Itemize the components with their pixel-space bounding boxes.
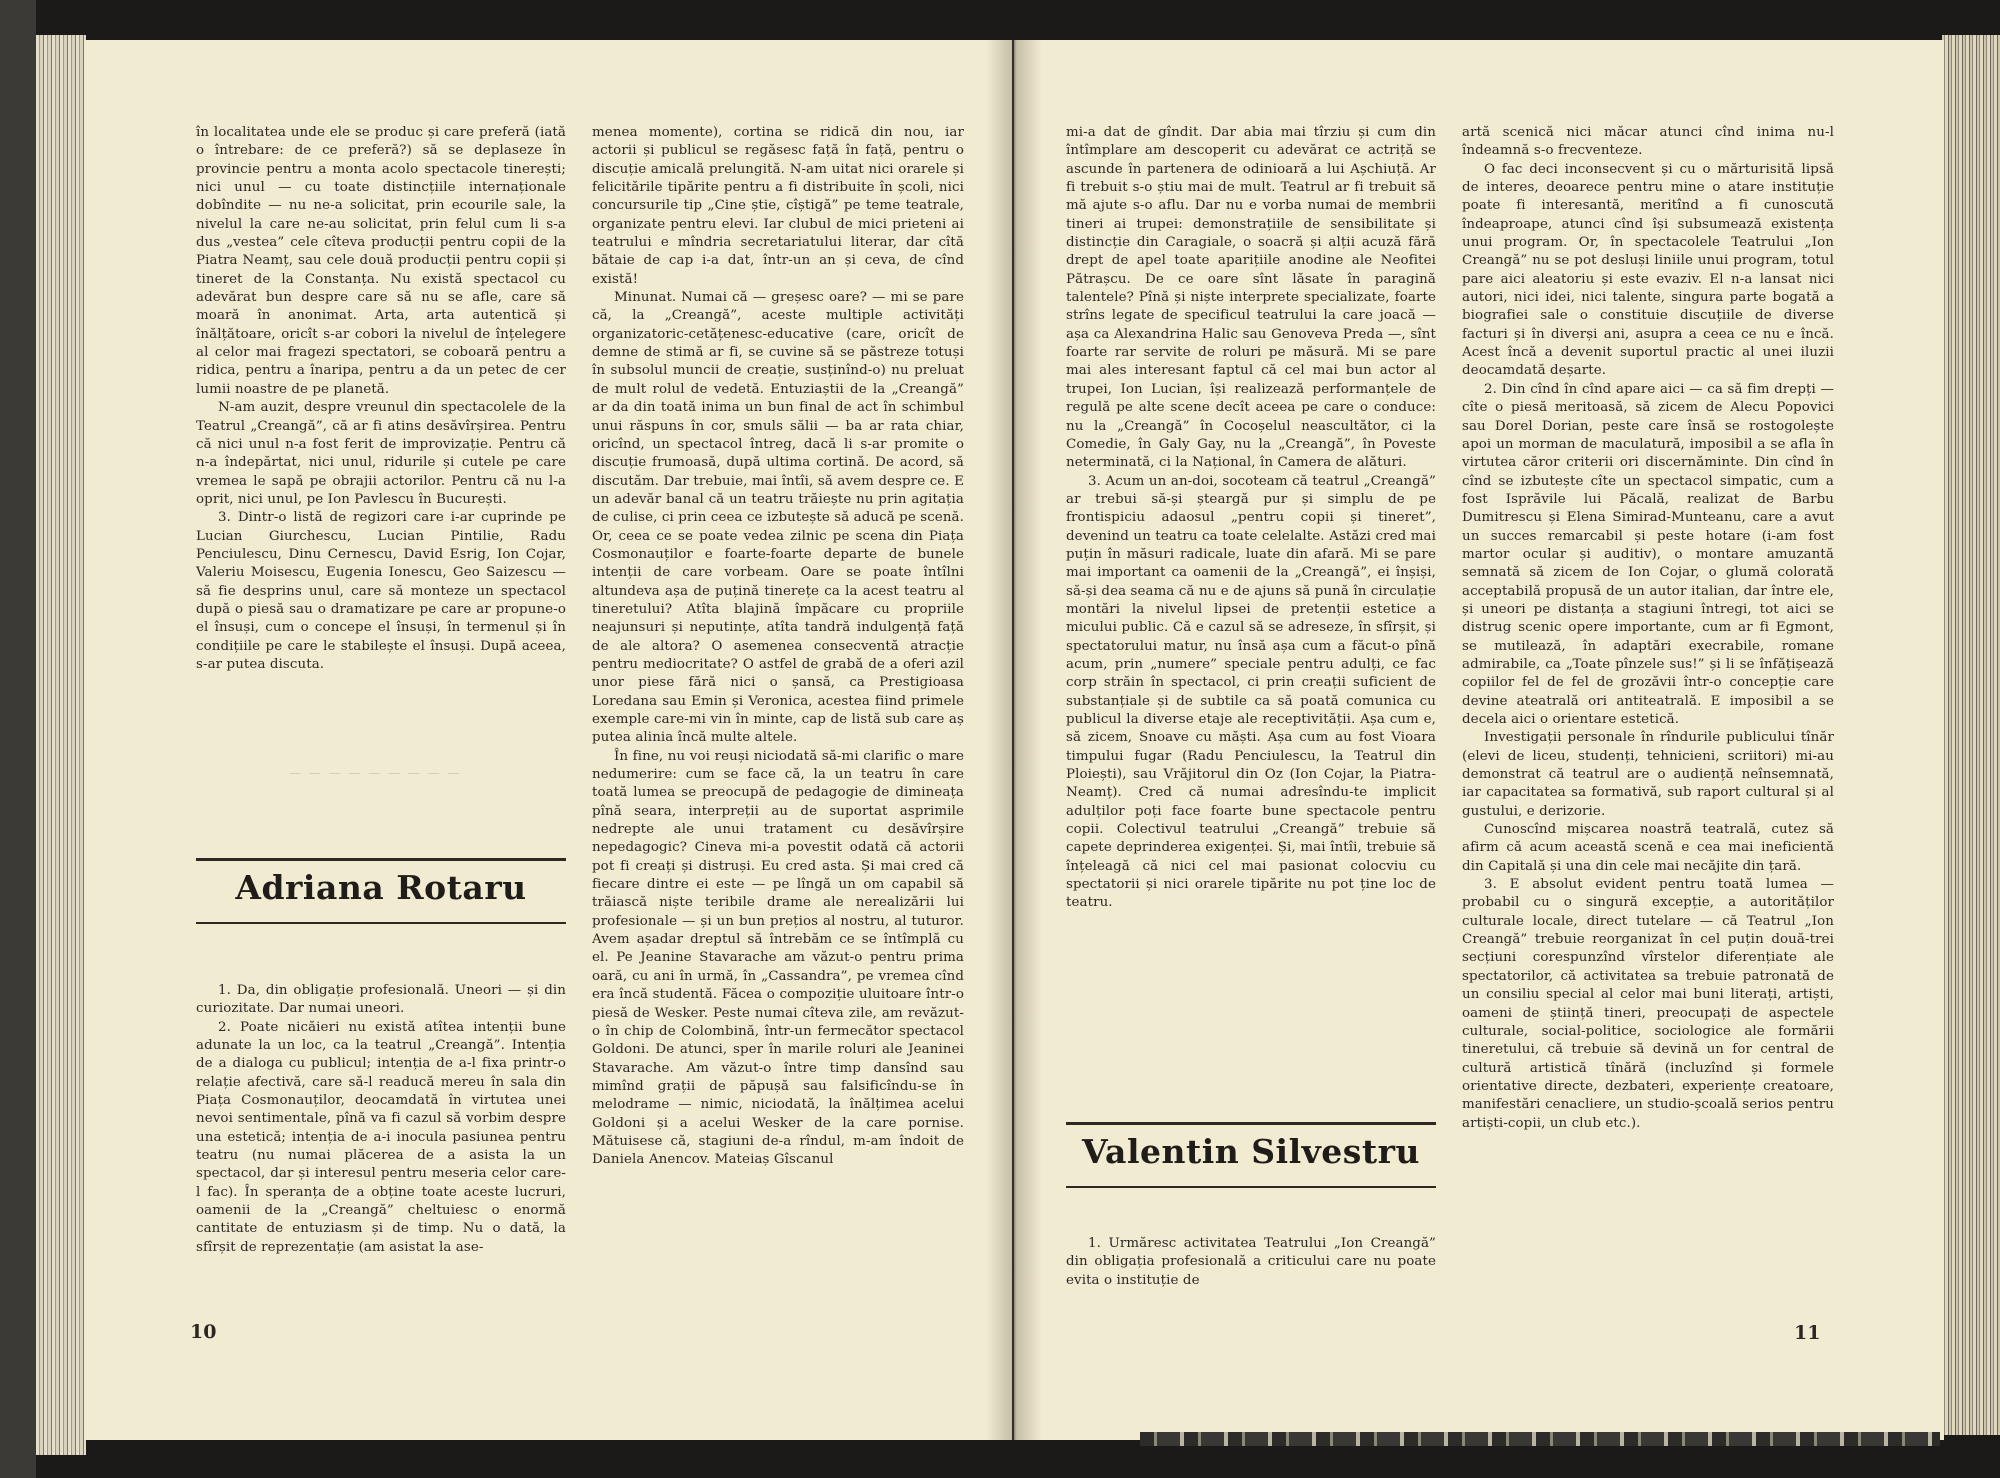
- right-page-column-1-upper: [1066, 124, 1436, 913]
- faint-band: — — — — — — — — —: [289, 766, 462, 780]
- author-heading: Valentin Silvestru: [1081, 1132, 1421, 1171]
- paragraph: 3. E absolut evident pentru toată lumea — probabil cu o singură excepție, a autorităților culturale locale, direct tutelare — că Teatrul „Ion Creangă” trebuie reorganizat în cel puțin două-trei secțiuni corespunzînd vîrstelor diferențiate ale spectatorilor, că activitatea sa trebuie patronată de un consiliu special al celor mai buni literați, artiști, oameni de știință tineri, preocupați de aspectele culturale, social-politice, sociologice ale formării tineretului, că trebuie să devină un for central de cultură artistică tînără (incluzînd și formele orientative directe, dezbateri, experiențe creatoare, manifestări cenacliere, un studio-școală serios pentru artiști-copii, un club etc.).: [1462, 877, 1834, 1131]
- paragraph: O fac deci inconsecvent și cu o mărturisită lipsă de interes, deoarece pentru mine o atare instituție poate fi interesantă, meritînd a fi cunoscută îndeaproape, atunci cînd își subsumează existența unui program. Or, în spectacolele Teatrului „Ion Creangă” nu se pot desluși liniile unui program, totul pare aici aleatoriu și este evaziv. El n-a lansat nici autori, nici idei, nici talente, singura parte bogată a biografiei sale o constituie discuțiile de diverse facturi și în diverși ani, asupra a ceea ce nu e încă. Acest încă a devenit suportul practic al unei iluzii deocamdată deșarte.: [1462, 161, 1834, 379]
- paragraph: 1. Urmăresc activitatea Teatrului „Ion Creangă” din obligația profesională a criticului care nu poate evita o instituție de: [1066, 1236, 1436, 1288]
- author-rule-top: [196, 858, 566, 861]
- paragraph: 2. Din cînd în cînd apare aici — ca să fim drepți — cîte o piesă meritoasă, să zicem de Alecu Popovici sau Dorel Dorian, peste care însă se rostogolește apoi un morman de maculatură, imposibil a se afla în virtutea căror criterii ori discernăminte. Din cînd în cînd se izbutește cîte un spectacol simpatic, cum a fost Isprăvile lui Păcală, realizat de Barbu Dumitrescu și Elena Simirad-Munteanu, care a avut un succes remarcabil și peste hotare (i-am fost martor ocular și auditiv), o montare amuzantă semnată să zicem de Ion Cojar, o glumă colorată acceptabilă propusă de un autor italian, dar între ele, și uneori pe distanța a stagiuni întregi, tot aici se distrug scenic opere importante, cum ar fi Egmont, se mutilează, în adaptări execrabile, romane admirabile, ca „Toate pînzele sus!” și li se înfățișează copiilor fel de fel de grozăvii într-o concepție care devine ateatrală ori antiteatrală. E imposibil a se decela aici o orientare estetică.: [1462, 381, 1834, 727]
- author-rule-bottom: [196, 922, 566, 924]
- author-rule-top: [1066, 1122, 1436, 1125]
- right-page-column-1-lower: [1066, 1235, 1436, 1290]
- paragraph: 2. Poate nicăieri nu există atîtea intenții bune adunate la un loc, ca la teatrul „Creangă”. Intenția de a dialoga cu publicul; intenția de a-l fixa printr-o relație afectivă, care să-l readucă mereu în sala din Piața Cosmonauților, deocamdată în virtutea unei nevoi sentimentale, pînă va fi cazul să vorbim despre una estetică; intenția de a-i inocula pasiunea pentru teatru (nu numai plăcerea de a asista la un spectacol, dar și interesul pentru meseria celor care-l fac). În speranța de a obține toate aceste lucruri, oamenii de la „Creangă” cheltuiesc o enormă cantitate de entuziasm și de timp. Nu o dată, la sfîrșit de reprezentație (am asistat la ase-: [196, 1019, 566, 1255]
- left-page-column-2: [592, 124, 964, 1170]
- page-edges-left: [36, 35, 86, 1455]
- page-number-right: 11: [1794, 1322, 1821, 1344]
- author-rule-bottom: [1066, 1186, 1436, 1188]
- paragraph: artă scenică nici măcar atunci cînd inima nu-l îndeamnă s-o frecventeze.: [1462, 125, 1834, 159]
- paragraph: menea momente), cortina se ridică din nou, iar actorii și publicul se regăsesc față în față, pentru o discuție amicală prelungită. N-am uitat nici orarele și felicitările tipărite pentru a fi distribuite în școli, nici concursurile tip „Cine știe, cîștigă” pe teme teatrale, organizate pentru elevi. Iar clubul de mici prieteni ai teatrului e mîndria secretariatului literar, dar cîtă bătaie de cap i-a dat, într-un an și ceva, de cînd există!: [592, 125, 964, 287]
- paragraph: 3. Acum un an-doi, socoteam că teatrul „Creangă” ar trebui să-și șteargă pur și simplu de pe frontispiciu adaosul „pentru copii și tineret”, devenind un teatru ca toate celelalte. Astăzi cred mai puțin în măsuri radicale, luate din afară. Mi se pare mai important ca oamenii de la „Creangă”, ei înșiși, să-și dea seama că nu e de ajuns să pună în circulație montări la nivelul lipsei de pretenții estetice a micului public. Că e cazul să se adreseze, în sfîrșit, și spectatorului matur, nu însă așa cum a făcut-o pînă acum, prin „numere” speciale pentru adulți, ce fac corp străin în spectacol, ci prin creații suficient de substanțiale și de subtile ca să poată comunica cu publicul la diverse etaje ale receptivității. Așa cum e, să zicem, Snoave cu măști. Așa cum au fost Vioara timpului fugar (Radu Penciulescu, la Teatrul din Ploiești), sau Vrăjitorul din Oz (Ion Cojar, la Piatra-Neamț). Cred că numai adresîndu-te implicit adulților poți face foarte bune spectacole pentru copii. Colectivul teatrului „Creangă” trebuie să capete deprinderea exigenței. Și, mai întîi, trebuie să înțeleagă că nici cel mai pasionat colocviu cu spectatorii și nici orarele tipărite nu pot ține loc de teatru.: [1066, 473, 1436, 911]
- paragraph: Cunoscînd mișcarea noastră teatrală, cutez să afirm că acum această scenă e cea mai ineficientă din Capitală și una din cele mai necăjite din țară.: [1462, 822, 1834, 874]
- left-page-column-1-lower: [196, 982, 566, 1257]
- book-edge-left: [0, 0, 36, 1478]
- author-heading: Adriana Rotaru: [235, 868, 527, 907]
- paragraph: 3. Dintr-o listă de regizori care i-ar cuprinde pe Lucian Giurchescu, Lucian Pintilie, Radu Penciulescu, Dinu Cernescu, David Esrig, Ion Cojar, Valeriu Moisescu, Eugenia Ionescu, Geo Saizescu — să fie desprins unul, care să monteze un spectacol după o piesă sau o dramatizare pe care ar propune-o el însuși, cum o concepe el însuși, în termenul și în condițiile pe care le stabilește el însuși. După aceea, s-ar putea discuta.: [196, 510, 566, 672]
- paragraph: mi-a dat de gîndit. Dar abia mai tîrziu și cum din întîmplare am descoperit cu adevărat ce actriță se ascunde în partenera de odinioară a lui Așchiuță. Ar fi trebuit s-o știu mai de mult. Teatrul ar fi trebuit să mă ajute s-o aflu. Dar nu e vorba numai de membrii tineri ai trupei: demonstrațiile de sensibilitate și distincție din Caragiale, o soacră și alții acuză fără drept de apel toate aparițiile anodine ale Neofitei Pătrașcu. De ce oare sînt lăsate în paragină talentele? Pînă și niște interprete specializate, foarte strîns legate de specificul teatrului la care joacă — așa ca Alexandrina Halic sau Genoveva Preda —, sînt foarte rar servite de roluri pe măsură. Mi se pare mai ales interesant faptul că cel mai bun actor al trupei, Ion Lucian, își realizează performanțele de regulă pe alte scene decît aceea pe care o conduce: nu la „Creangă” în Cocoșelul neascultător, ci la Comedie, în Galy Gay, nu la „Creangă”, în Poveste neterminată, ci la Național, în Camera de alături.: [1066, 125, 1436, 471]
- paragraph: În fine, nu voi reuși niciodată să-mi clarific o mare nedumerire: cum se face că, la un teatru în care toată lumea se preocupă de pedagogie de dimineața pînă seara, interpreții au de suportat asprimile nedrepte ale unui tratament cu desăvîrșire nepedagogic? Cineva mi-a povestit odată că actorii pot fi creați și distruși. Eu cred asta. Și mai cred că fiecare dintre ei este — pe lîngă un om capabil să trăiască niște teribile drame ale nerealizării lui profesionale — și un bun prețios al nostru, al tuturor. Avem așadar dreptul să întrebăm ce se întîmplă cu el. Pe Jeanine Stavarache am văzut-o pentru prima oară, cu ani în urmă, în „Cassandra”, pe vremea cînd era încă studentă. Făcea o compoziție uluitoare într-o piesă de Wesker. Peste numai cîteva zile, am revăzut-o în chip de Colombină, într-un fermecător spectacol Goldoni. De atunci, sper în marile roluri ale Jeaninei Stavarache. Am văzut-o între timp dansînd sau mimînd grații de păpușă sau falsificîndu-se în melodrame — nimic, niciodată, la înălțimea acelui Goldoni și a acelui Wesker de la care pornise. Mătuisese că, stagiuni de-a rîndul, m-am îndoit de Daniela Anencov. Mateiaș Gîscanul: [592, 748, 964, 1168]
- left-page-column-1-upper: [196, 124, 566, 674]
- page-edges-right: [1942, 35, 2000, 1435]
- paragraph: Minunat. Numai că — greșesc oare? — mi se pare că, la „Creangă”, aceste multiple activități organizatoric-cetățenesc-educative (care, oricît de demne de stimă ar fi, se cuvine să se păstreze totuși în subsolul muncii de creație, susținînd-o) nu preluat de mult rolul de vedetă. Entuziaștii de la „Creangă” ar da din toată inima un bun final de act în schimbul unui răspuns în cor, smuls sălii — ba ar rata chiar, oricînd, un spectacol întreg, dacă li s-ar promite o discuție frumoasă, după ultima cortină. De acord, să discutăm. Dar trebuie, mai întîi, să avem despre ce. E un adevăr banal că un teatru trăiește nu prin agitația de culise, ci prin ceea ce izbutește să aducă pe scenă. Or, ceea ce se poate vedea zilnic pe scena din Piața Cosmonauților e foarte-foarte departe de bunele intenții de care vorbeam. Oare se poate întîlni altundeva așa de puțină tinerețe ca la acest teatru al tineretului? Atîta blajină împăcare cu propriile neajunsuri și neputințe, atîta tandră indulgență față de ale altora? O asemenea consecventă atracție pentru mediocritate? O astfel de grabă de a oferi azil unor piese fără nici o șansă, ca Prestigioasa Loredana sau Emin și Veronica, acestea fiind primele exemple care-mi vin în minte, cap de listă sub care aș putea alinia încă multe altele.: [592, 290, 964, 746]
- page-number-left: 10: [190, 1321, 217, 1343]
- page-edges-bottom: [1140, 1432, 1940, 1446]
- paragraph: 1. Da, din obligație profesională. Uneori — și din curiozitate. Dar numai uneori.: [196, 983, 566, 1017]
- left-page: [84, 40, 1012, 1440]
- right-page-column-2: [1462, 124, 1834, 1133]
- right-page: [1014, 40, 1944, 1440]
- paragraph: în localitatea unde ele se produc și care preferă (iată o întrebare: de ce preferă?) să se deplaseze în provincie pentru a monta acolo spectacole tinerești; nici unul — cu toate distincțiile internaționale dobîndite — nu ne-a solicitat, prin ecourile sale, la nivelul la care ne-au solicitat, prin felul cum li s-a dus „vestea” cele cîteva producții pentru copii de la Piatra Neamț, sau cele două producții pentru copii și tineret de la Constanța. Nu există spectacol cu adevărat bun despre care să nu se afle, care să moară în anonimat. Arta, arta autentică și înălțătoare, oricît s-ar cobori la nivelul de înțelegere al celor mai fragezi spectatori, se coboară pentru a ridica, pentru a înaripa, pentru a da un petec de cer lumii noastre de pe planetă.: [196, 125, 566, 397]
- paragraph: Investigații personale în rîndurile publicului tînăr (elevi de liceu, studenți, tehnicieni, scriitori) mi-au demonstrat că teatrul are o audiență neînsemnată, iar capacitatea sa formativă, sub raport cultural și al gustului, e derizorie.: [1462, 730, 1834, 819]
- paragraph: N-am auzit, despre vreunul din spectacolele de la Teatrul „Creangă”, că ar fi atins desăvîrșirea. Pentru că nici unul n-a fost ferit de improvizație. Pentru că n-a îndepărtat, nici unul, ridurile și cutele pe care vremea le sapă pe obrajii actorilor. Pentru că nu l-a oprit, nici unul, pe Ion Pavlescu în București.: [196, 400, 566, 507]
